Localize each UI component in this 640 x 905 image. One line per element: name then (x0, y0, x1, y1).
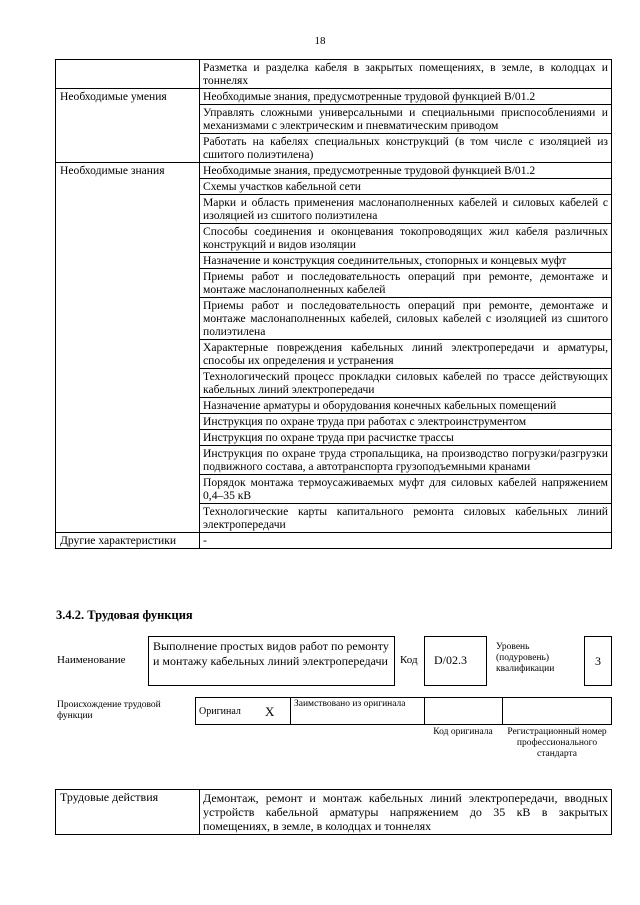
original-mark: X (262, 698, 291, 725)
table-cell: Необходимые знания, предусмотренные трудовой функцией В/01.2 (200, 163, 612, 179)
actions-value: Демонтаж, ремонт и монтаж кабельных линий электропередачи, вводных устройств кабельной арматуры напряжением до 35 кВ в закрытых помещениях, в земле, в колодцах и тоннелях (200, 790, 612, 835)
other-value: - (200, 533, 612, 549)
table-row (56, 533, 612, 549)
table-cell: Технологический процесс прокладки силовых кабелей по трассе действующих кабельных линий электропередачи (200, 369, 612, 398)
table-cell: Приемы работ и последовательность операций при ремонте, демонтаже и монтаже маслонаполненных кабелей (200, 269, 612, 298)
function-name-box: Выполнение простых видов работ по ремонту и монтажу кабельных линий электропередачи (148, 636, 395, 686)
name-label: Наименование (57, 654, 126, 666)
table-cell: Марки и область применения маслонаполненных кабелей и силовых кабелей с изоляцией из сшитого полиэтилена (200, 195, 612, 224)
table-row (56, 60, 612, 89)
table-cell: Разметка и разделка кабеля в закрытых помещениях, в земле, в колодцах и тоннелях (200, 60, 612, 89)
table-cell: Способы соединения и оконцевания токопроводящих жил кабеля различных конструкций и видов изоляции (200, 224, 612, 253)
table-row (56, 163, 612, 179)
requirements-table (55, 59, 612, 549)
table-cell: Технологические карты капитального ремонта силовых кабельных линий электропередачи (200, 504, 612, 533)
section-title: 3.4.2. Трудовая функция (56, 608, 193, 622)
table-row (56, 89, 612, 105)
table-cell: Необходимые знания, предусмотренные трудовой функцией В/01.2 (200, 89, 612, 105)
reg-caption: Регистрационный номер профессионального стандарта (507, 727, 607, 759)
skills-label: Необходимые умения (56, 89, 200, 163)
actions-table (55, 789, 612, 835)
row-label-empty (56, 60, 200, 89)
code-label: Код (400, 654, 418, 666)
origin-label: Происхождение трудовой функции (57, 700, 161, 721)
table-cell: Работать на кабелях специальных конструкций (в том числе с изоляцией из сшитого полиэтилена) (200, 134, 612, 163)
other-label: Другие характеристики (56, 533, 200, 549)
table-cell: Управлять сложными универсальными и специальными приспособлениями и механизмами с электрическим и пневматическим приводом (200, 105, 612, 134)
table-cell: Порядок монтажа термоусаживаемых муфт для силовых кабелей напряжением 0,4–35 кВ (200, 475, 612, 504)
table-cell: Приемы работ и последовательность операций при ремонте, демонтаже и монтаже маслонаполненных кабелей, силовых кабелей с изоляцией из сшитого полиэтилена (200, 298, 612, 340)
actions-label: Трудовые действия (56, 790, 200, 835)
original-code-cell (425, 698, 503, 725)
function-code-box: D/02.3 (424, 636, 487, 686)
table-row (56, 790, 612, 835)
origin-table (195, 697, 612, 725)
code-caption: Код оригинала (433, 727, 493, 737)
table-cell: Схемы участков кабельной сети (200, 179, 612, 195)
reg-number-cell (503, 698, 612, 725)
page-number: 18 (314, 35, 326, 47)
table-cell: Характерные повреждения кабельных линий электропередачи и арматуры, способы их определения и устранения (200, 340, 612, 369)
table-cell: Инструкция по охране труда при расчистке трассы (200, 430, 612, 446)
level-label: Уровень (подуровень) квалификации (496, 642, 555, 674)
table-cell: Инструкция по охране труда стропальщика, на производство погрузки/разгрузки подвижного состава, а автотранспорта грузоподъемными кранами (200, 446, 612, 475)
table-cell: Назначение и конструкция соединительных, стопорных и концевых муфт (200, 253, 612, 269)
table-cell: Назначение арматуры и оборудования конечных кабельных помещений (200, 398, 612, 414)
knowledge-label: Необходимые знания (56, 163, 200, 533)
original-label: Оригинал (196, 698, 263, 725)
table-cell: Инструкция по охране труда при работах с электроинструментом (200, 414, 612, 430)
level-value-box: 3 (584, 636, 612, 686)
borrowed-label: Заимствовано из оригинала (291, 698, 425, 725)
